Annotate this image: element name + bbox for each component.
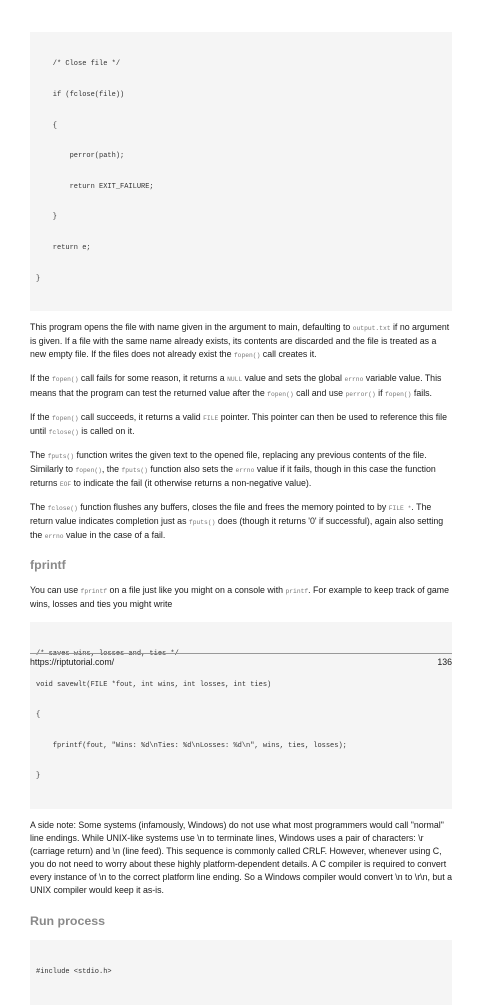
code-line: #include <stdio.h> [36, 967, 112, 976]
code-line: /* saves wins, losses and, ties */ [36, 649, 179, 658]
paragraph-fopen-intro: This program opens the file with name given in the argument to main, defaulting to output.txt if no argument is given. If a file with the same name already exists, its contents are discarded and the file is treated as a new empty file. If the files does not already exist the fopen() call creates it. [30, 322, 450, 360]
code-block-include [30, 940, 452, 1005]
footer-divider [30, 653, 452, 654]
footer-url: https://riptutorial.com/ [30, 657, 115, 667]
paragraph-side-note: A side note: Some systems (infamously, Windows) do not use what most programmers would call "normal" line endings. While UNIX-like systems use \n to terminate lines, Windows uses a pair of characters: \r (carriage return) and \n (line feed). This sequence is commonly called CRLF. However, whenever using C, you do not need to worry about these highly platform-dependent details. A C compiler is required to convert every instance of \n to the correct platform line ending. So a Windows compiler would convert \n to \r\n, but a UNIX compiler would keep it as-is. [30, 819, 452, 896]
paragraph-fputs: The fputs() function writes the given text to the opened file, replacing any previous contents of the file. Similarly to fopen(), the fputs() function also sets the errno value if it fails, though in this case the function returns EOF to indicate the fail (it otherwise returns a non-negative value). [30, 449, 436, 488]
code-line: if (fclose(file)) [36, 91, 125, 99]
code-line: } [36, 213, 58, 222]
code-line: perror(path); [36, 152, 125, 161]
page-content [30, 0, 452, 1005]
code-line: void savewlt(FILE *fout, int wins, int losses, int ties) [36, 680, 272, 689]
code-line: } [36, 772, 41, 781]
code-line: { [36, 711, 41, 720]
paragraph-fopen-fail: If the fopen() call fails for some reason, it returns a NULL value and sets the global errno variable value. This means that the program can test the returned value after the fopen() call and use perror() if fopen() fails. [30, 373, 442, 398]
code-block-close-file [30, 32, 452, 311]
paragraph-fclose: The fclose() function flushes any buffers, closes the file and frees the memory pointed to by FILE *. The return value indicates completion just as fputs() does (though it returns '0' if successful), again also setting the errno value in the case of a fail. [30, 502, 444, 541]
code-line: { [36, 121, 58, 130]
paragraph-fopen-success: If the fopen() call succeeds, it returns a valid FILE pointer. This pointer can then be used to reference this file until fclose() is called on it. [30, 411, 447, 436]
code-block-savewlt [30, 622, 452, 809]
page-number: 136 [437, 657, 452, 667]
code-line: return EXIT_FAILURE; [36, 182, 154, 191]
code-line: /* Close file */ [36, 60, 121, 69]
code-line: fprintf(fout, "Wins: %d\nTies: %d\nLosses: %d\n", wins, ties, losses); [36, 741, 347, 750]
paragraph-fprintf: You can use fprintf on a file just like you might on a console with printf. For example to keep track of game wins, losses and ties you might write [30, 585, 449, 610]
code-line: return e; [36, 243, 91, 252]
heading-run-process: Run process [30, 913, 106, 928]
code-line: } [36, 274, 41, 283]
heading-fprintf: fprintf [30, 558, 66, 573]
